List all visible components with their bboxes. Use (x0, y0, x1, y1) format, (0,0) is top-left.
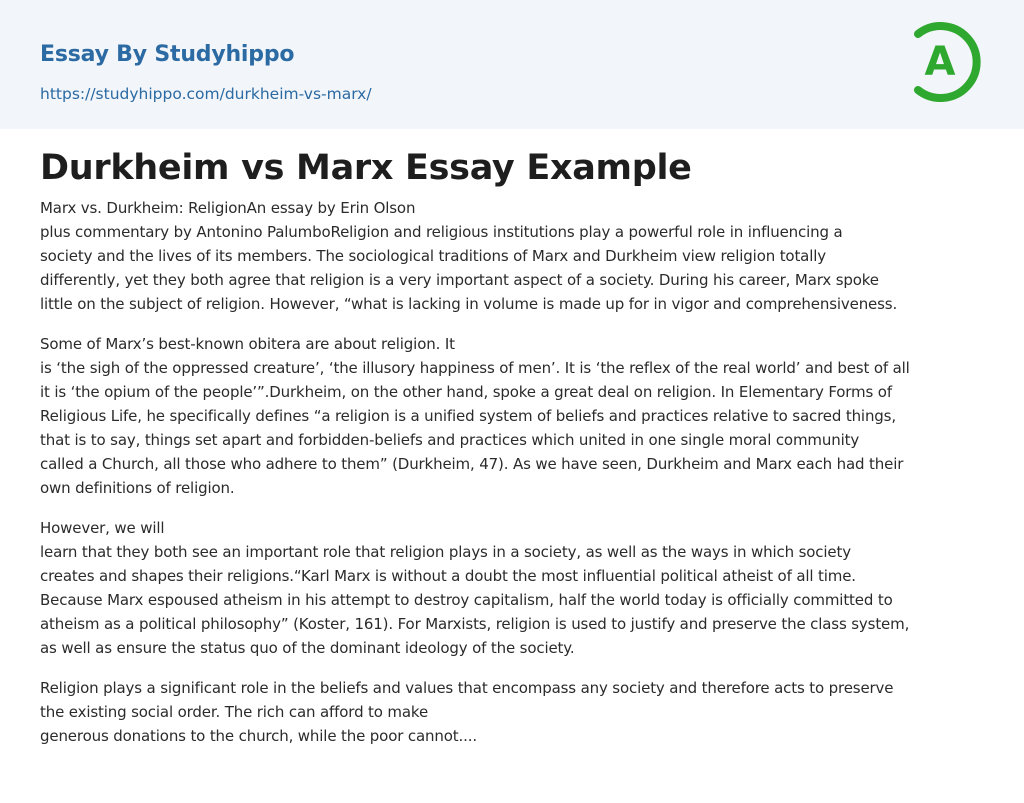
text-line: Marx vs. Durkheim: ReligionAn essay by Erin Olson (40, 199, 416, 217)
essay-body (40, 196, 990, 748)
text-line: Because Marx espoused atheism in his attempt to destroy capitalism, half the world today is officially committed to (40, 591, 893, 609)
page-title: Durkheim vs Marx Essay Example (40, 148, 692, 188)
text-line: generous donations to the church, while the poor cannot.... (40, 727, 477, 745)
text-line: Some of Marx’s best-known obitera are about religion. It (40, 335, 455, 353)
text-line: it is ‘the opium of the people’”.Durkheim, on the other hand, spoke a great deal on religion. In Elementary Forms of (40, 383, 892, 401)
text-line: that is to say, things set apart and forbidden-beliefs and practices which united in one single moral community (40, 431, 860, 449)
text-line: However, we will (40, 519, 165, 537)
page-url-link[interactable]: https://studyhippo.com/durkheim-vs-marx/ (40, 85, 372, 103)
text-line: plus commentary by Antonino PalumboReligion and religious institutions play a powerful role in influencing a (40, 223, 843, 241)
site-header (0, 0, 1024, 129)
essay-paragraph (40, 676, 990, 748)
text-line: creates and shapes their religions.“Karl Marx is without a doubt the most influential political atheist of all time. (40, 567, 856, 585)
text-line: is ‘the sigh of the oppressed creature’, ‘the illusory happiness of men’. It is ‘the reflex of the real world’ and best of all (40, 359, 910, 377)
text-line: society and the lives of its members. The sociological traditions of Marx and Durkheim view religion totally (40, 247, 826, 265)
essay-paragraph (40, 196, 990, 316)
essay-paragraph (40, 516, 990, 660)
text-line: the existing social order. The rich can afford to make (40, 703, 429, 721)
text-line: differently, yet they both agree that religion is a very important aspect of a society. During his career, Marx spoke (40, 271, 879, 289)
text-line: as well as ensure the status quo of the dominant ideology of the society. (40, 639, 575, 657)
text-line: learn that they both see an important role that religion plays in a society, as well as the ways in which society (40, 543, 851, 561)
text-line: atheism as a political philosophy” (Koster, 161). For Marxists, religion is used to justify and preserve the class system, (40, 615, 910, 633)
logo-letter: A (924, 39, 956, 85)
essay-paragraph (40, 332, 990, 500)
text-line: own definitions of religion. (40, 479, 235, 497)
article (40, 143, 990, 764)
text-line: Religion plays a significant role in the beliefs and values that encompass any society and therefore acts to preserve (40, 679, 894, 697)
text-line: Religious Life, he specifically defines “a religion is a unified system of beliefs and practices relative to sacred things, (40, 407, 896, 425)
site-brand[interactable]: Essay By Studyhippo (40, 42, 295, 67)
text-line: called a Church, all those who adhere to them” (Durkheim, 47). As we have seen, Durkheim and Marx each had their (40, 455, 904, 473)
circle-a-logo-icon[interactable] (912, 18, 988, 106)
text-line: little on the subject of religion. However, “what is lacking in volume is made up for in vigor and comprehensiveness. (40, 295, 898, 313)
